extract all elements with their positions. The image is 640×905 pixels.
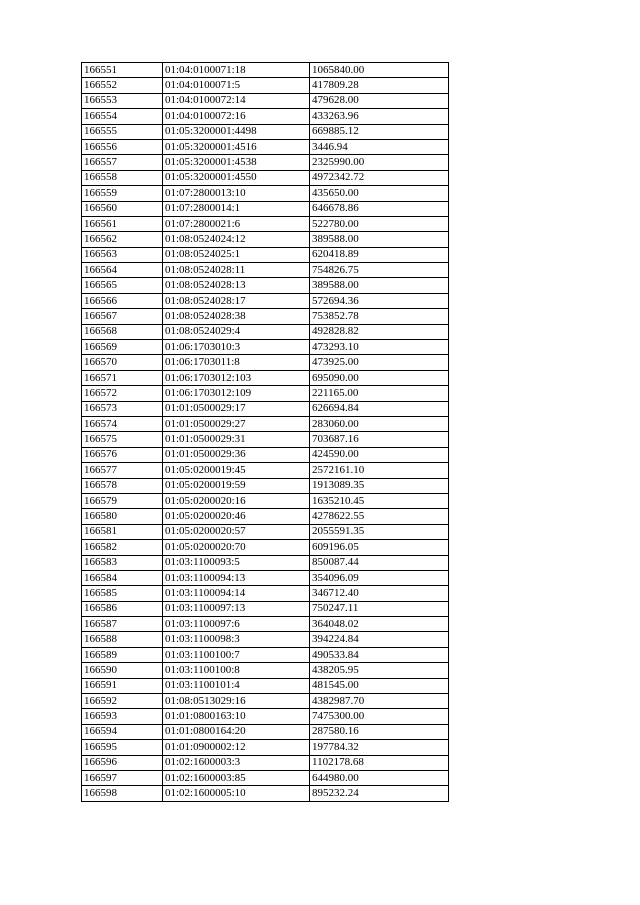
cadastral-number-cell: 01:05:3200001:4498 <box>163 124 310 139</box>
cadastral-number-cell: 01:03:1100097:6 <box>163 617 310 632</box>
cadastral-number-cell: 01:06:1703012:109 <box>163 386 310 401</box>
row-number-cell: 166578 <box>82 478 163 493</box>
cadastral-number-cell: 01:05:0200020:46 <box>163 509 310 524</box>
cadastral-number-cell: 01:01:0500029:17 <box>163 401 310 416</box>
cadastral-number-cell: 01:07:2800013:10 <box>163 186 310 201</box>
row-number-cell: 166595 <box>82 740 163 755</box>
cadastral-number-cell: 01:01:0800164:20 <box>163 724 310 739</box>
table-row <box>82 617 449 632</box>
cadastral-number-cell: 01:05:0200020:57 <box>163 524 310 539</box>
row-number-cell: 166571 <box>82 370 163 385</box>
cadastral-number-cell: 01:03:1100098:3 <box>163 632 310 647</box>
row-number-cell: 166560 <box>82 201 163 216</box>
table-row <box>82 663 449 678</box>
table-row <box>82 601 449 616</box>
cadastral-number-cell: 01:05:0200020:16 <box>163 493 310 508</box>
table-row <box>82 678 449 693</box>
row-number-cell: 166566 <box>82 293 163 308</box>
row-number-cell: 166556 <box>82 139 163 154</box>
row-number-cell: 166590 <box>82 663 163 678</box>
row-number-cell: 166587 <box>82 617 163 632</box>
table-row <box>82 293 449 308</box>
value-cell: 4278622.55 <box>310 509 449 524</box>
value-cell: 283060.00 <box>310 416 449 431</box>
table-row <box>82 463 449 478</box>
cadastral-number-cell: 01:06:1703010:3 <box>163 340 310 355</box>
value-cell: 626694.84 <box>310 401 449 416</box>
value-cell: 417809.28 <box>310 78 449 93</box>
cadastral-number-cell: 01:03:1100100:8 <box>163 663 310 678</box>
cadastral-number-cell: 01:08:0524025:1 <box>163 247 310 262</box>
cadastral-number-cell: 01:07:2800021:6 <box>163 216 310 231</box>
value-cell: 394224.84 <box>310 632 449 647</box>
table-row <box>82 93 449 108</box>
cadastral-number-cell: 01:02:1600005:10 <box>163 786 310 801</box>
value-cell: 221165.00 <box>310 386 449 401</box>
row-number-cell: 166553 <box>82 93 163 108</box>
row-number-cell: 166565 <box>82 278 163 293</box>
value-cell: 473925.00 <box>310 355 449 370</box>
row-number-cell: 166586 <box>82 601 163 616</box>
row-number-cell: 166557 <box>82 155 163 170</box>
table-row <box>82 386 449 401</box>
row-number-cell: 166576 <box>82 447 163 462</box>
value-cell: 354096.09 <box>310 570 449 585</box>
table-row <box>82 586 449 601</box>
cadastral-number-cell: 01:03:1100094:13 <box>163 570 310 585</box>
table-row <box>82 139 449 154</box>
value-cell: 1102178.68 <box>310 755 449 770</box>
row-number-cell: 166567 <box>82 309 163 324</box>
cadastral-number-cell: 01:03:1100093:5 <box>163 555 310 570</box>
table-row <box>82 447 449 462</box>
value-cell: 644980.00 <box>310 770 449 785</box>
table-row <box>82 155 449 170</box>
value-cell: 703687.16 <box>310 432 449 447</box>
cadastral-number-cell: 01:02:1600003:85 <box>163 770 310 785</box>
cadastral-number-cell: 01:03:1100101:4 <box>163 678 310 693</box>
row-number-cell: 166569 <box>82 340 163 355</box>
row-number-cell: 166593 <box>82 709 163 724</box>
table-row <box>82 309 449 324</box>
value-cell: 7475300.00 <box>310 709 449 724</box>
table-row <box>82 540 449 555</box>
cadastral-number-cell: 01:04:0100071:18 <box>163 63 310 78</box>
cadastral-number-cell: 01:06:1703012:103 <box>163 370 310 385</box>
table-row <box>82 555 449 570</box>
value-cell: 4382987.70 <box>310 694 449 709</box>
cadastral-number-cell: 01:07:2800014:1 <box>163 201 310 216</box>
table-row <box>82 324 449 339</box>
row-number-cell: 166555 <box>82 124 163 139</box>
table-row <box>82 493 449 508</box>
value-cell: 669885.12 <box>310 124 449 139</box>
table-row <box>82 632 449 647</box>
table-body <box>82 63 449 802</box>
row-number-cell: 166594 <box>82 724 163 739</box>
cadastral-number-cell: 01:05:0200019:59 <box>163 478 310 493</box>
value-cell: 609196.05 <box>310 540 449 555</box>
cadastral-number-cell: 01:01:0800163:10 <box>163 709 310 724</box>
table-row <box>82 694 449 709</box>
value-cell: 473293.10 <box>310 340 449 355</box>
value-cell: 389588.00 <box>310 278 449 293</box>
cadastral-number-cell: 01:05:0200019:45 <box>163 463 310 478</box>
row-number-cell: 166597 <box>82 770 163 785</box>
table-row <box>82 416 449 431</box>
row-number-cell: 166572 <box>82 386 163 401</box>
value-cell: 490533.84 <box>310 647 449 662</box>
value-cell: 433263.96 <box>310 109 449 124</box>
row-number-cell: 166570 <box>82 355 163 370</box>
table-row <box>82 370 449 385</box>
table-row <box>82 124 449 139</box>
row-number-cell: 166573 <box>82 401 163 416</box>
row-number-cell: 166584 <box>82 570 163 585</box>
table-row <box>82 232 449 247</box>
row-number-cell: 166580 <box>82 509 163 524</box>
row-number-cell: 166588 <box>82 632 163 647</box>
row-number-cell: 166598 <box>82 786 163 801</box>
cadastral-number-cell: 01:04:0100072:14 <box>163 93 310 108</box>
value-cell: 389588.00 <box>310 232 449 247</box>
cadastral-number-cell: 01:04:0100072:16 <box>163 109 310 124</box>
cadastral-number-cell: 01:01:0500029:36 <box>163 447 310 462</box>
value-cell: 479628.00 <box>310 93 449 108</box>
value-cell: 438205.95 <box>310 663 449 678</box>
value-cell: 364048.02 <box>310 617 449 632</box>
row-number-cell: 166575 <box>82 432 163 447</box>
table-row <box>82 63 449 78</box>
value-cell: 895232.24 <box>310 786 449 801</box>
row-number-cell: 166552 <box>82 78 163 93</box>
value-cell: 2572161.10 <box>310 463 449 478</box>
value-cell: 492828.82 <box>310 324 449 339</box>
cadastral-number-cell: 01:01:0500029:31 <box>163 432 310 447</box>
value-cell: 346712.40 <box>310 586 449 601</box>
cadastral-number-cell: 01:03:1100094:14 <box>163 586 310 601</box>
table-row <box>82 78 449 93</box>
value-cell: 1065840.00 <box>310 63 449 78</box>
table-row <box>82 709 449 724</box>
cadastral-number-cell: 01:02:1600003:3 <box>163 755 310 770</box>
row-number-cell: 166574 <box>82 416 163 431</box>
value-cell: 646678.86 <box>310 201 449 216</box>
value-cell: 4972342.72 <box>310 170 449 185</box>
row-number-cell: 166596 <box>82 755 163 770</box>
cadastral-number-cell: 01:03:1100097:13 <box>163 601 310 616</box>
table-row <box>82 740 449 755</box>
row-number-cell: 166582 <box>82 540 163 555</box>
table-row <box>82 509 449 524</box>
cadastral-number-cell: 01:01:0500029:27 <box>163 416 310 431</box>
table-row <box>82 401 449 416</box>
table-row <box>82 724 449 739</box>
table-row <box>82 478 449 493</box>
table-row <box>82 770 449 785</box>
cadastral-number-cell: 01:04:0100071:5 <box>163 78 310 93</box>
table-row <box>82 524 449 539</box>
cadastral-number-cell: 01:05:3200001:4538 <box>163 155 310 170</box>
table-row <box>82 201 449 216</box>
row-number-cell: 166589 <box>82 647 163 662</box>
table-row <box>82 247 449 262</box>
value-cell: 572694.36 <box>310 293 449 308</box>
value-cell: 754826.75 <box>310 263 449 278</box>
value-cell: 695090.00 <box>310 370 449 385</box>
row-number-cell: 166558 <box>82 170 163 185</box>
row-number-cell: 166568 <box>82 324 163 339</box>
value-cell: 435650.00 <box>310 186 449 201</box>
cadastral-number-cell: 01:06:1703011:8 <box>163 355 310 370</box>
row-number-cell: 166585 <box>82 586 163 601</box>
value-cell: 481545.00 <box>310 678 449 693</box>
value-cell: 197784.32 <box>310 740 449 755</box>
cadastral-number-cell: 01:08:0524028:13 <box>163 278 310 293</box>
cadastral-number-cell: 01:08:0524029:4 <box>163 324 310 339</box>
value-cell: 750247.11 <box>310 601 449 616</box>
value-cell: 287580.16 <box>310 724 449 739</box>
cadastral-number-cell: 01:08:0524028:17 <box>163 293 310 308</box>
row-number-cell: 166579 <box>82 493 163 508</box>
row-number-cell: 166591 <box>82 678 163 693</box>
table-row <box>82 355 449 370</box>
row-number-cell: 166564 <box>82 263 163 278</box>
row-number-cell: 166562 <box>82 232 163 247</box>
cadastral-number-cell: 01:08:0524024:12 <box>163 232 310 247</box>
table-row <box>82 216 449 231</box>
row-number-cell: 166561 <box>82 216 163 231</box>
value-cell: 1635210.45 <box>310 493 449 508</box>
value-cell: 1913089.35 <box>310 478 449 493</box>
row-number-cell: 166583 <box>82 555 163 570</box>
row-number-cell: 166563 <box>82 247 163 262</box>
row-number-cell: 166577 <box>82 463 163 478</box>
cadastral-number-cell: 01:05:3200001:4550 <box>163 170 310 185</box>
data-table <box>81 62 449 802</box>
table-row <box>82 755 449 770</box>
table-row <box>82 647 449 662</box>
value-cell: 2325990.00 <box>310 155 449 170</box>
cadastral-number-cell: 01:03:1100100:7 <box>163 647 310 662</box>
cadastral-number-cell: 01:08:0524028:38 <box>163 309 310 324</box>
table-row <box>82 109 449 124</box>
row-number-cell: 166592 <box>82 694 163 709</box>
cadastral-number-cell: 01:08:0524028:11 <box>163 263 310 278</box>
value-cell: 850087.44 <box>310 555 449 570</box>
row-number-cell: 166581 <box>82 524 163 539</box>
table-row <box>82 278 449 293</box>
table-row <box>82 170 449 185</box>
cadastral-number-cell: 01:01:0900002:12 <box>163 740 310 755</box>
row-number-cell: 166551 <box>82 63 163 78</box>
table-row <box>82 786 449 801</box>
table-row <box>82 340 449 355</box>
value-cell: 3446.94 <box>310 139 449 154</box>
value-cell: 424590.00 <box>310 447 449 462</box>
value-cell: 753852.78 <box>310 309 449 324</box>
table-row <box>82 186 449 201</box>
table-row <box>82 432 449 447</box>
table-row <box>82 570 449 585</box>
table-row <box>82 263 449 278</box>
cadastral-number-cell: 01:05:0200020:70 <box>163 540 310 555</box>
row-number-cell: 166554 <box>82 109 163 124</box>
value-cell: 2055591.35 <box>310 524 449 539</box>
row-number-cell: 166559 <box>82 186 163 201</box>
cadastral-number-cell: 01:08:0513029:16 <box>163 694 310 709</box>
value-cell: 620418.89 <box>310 247 449 262</box>
value-cell: 522780.00 <box>310 216 449 231</box>
cadastral-number-cell: 01:05:3200001:4516 <box>163 139 310 154</box>
